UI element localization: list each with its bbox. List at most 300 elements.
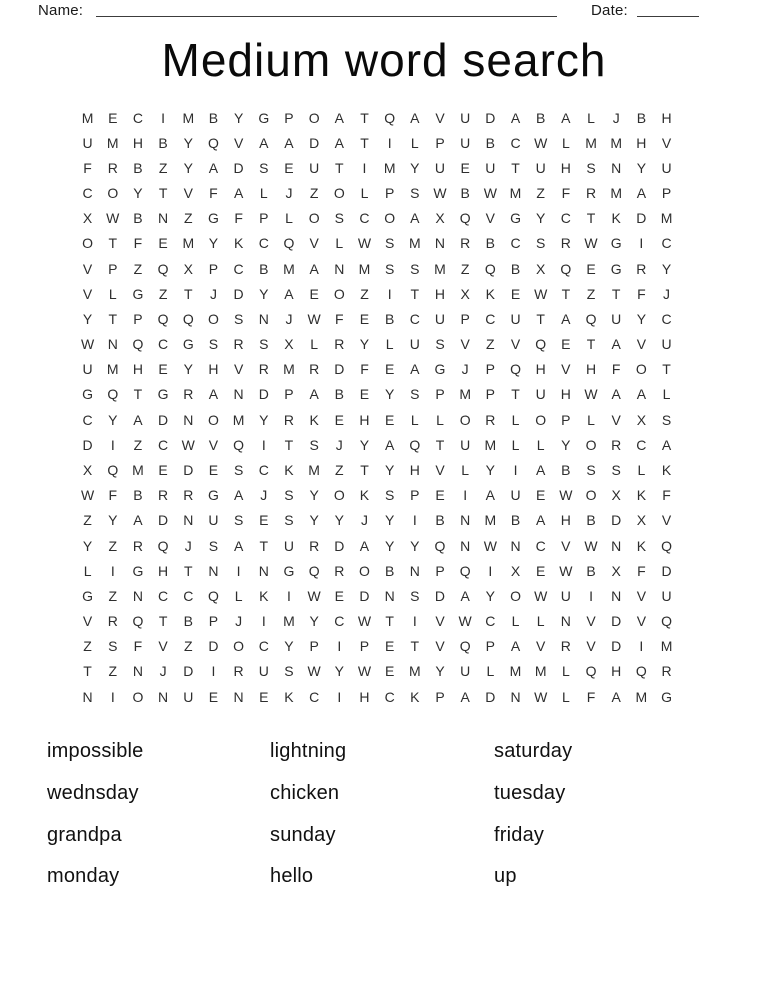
grid-cell: R <box>485 411 496 428</box>
grid-cell: Y <box>384 512 395 529</box>
grid-cell: N <box>510 537 521 554</box>
grid-cell: L <box>511 411 520 428</box>
grid-cell: H <box>585 361 597 378</box>
grid-cell: B <box>561 461 571 478</box>
grid-cell: J <box>184 537 192 554</box>
word-list-item: wednsday <box>47 782 139 805</box>
grid-cell: O <box>308 109 320 126</box>
grid-cell: B <box>435 512 445 529</box>
grid-cell: U <box>409 336 420 353</box>
grid-cell: M <box>434 260 446 277</box>
grid-cell: M <box>459 386 471 403</box>
grid-cell: W <box>584 386 598 403</box>
grid-cell: Z <box>158 285 168 302</box>
grid-cell: S <box>233 310 244 327</box>
grid-cell: N <box>158 210 169 227</box>
grid-cell: M <box>283 613 295 630</box>
grid-row <box>75 155 680 180</box>
grid-cell: T <box>259 537 269 554</box>
grid-cell: Q <box>459 638 471 655</box>
grid-cell: A <box>284 285 294 302</box>
grid-cell: M <box>509 185 522 202</box>
grid-cell: V <box>158 638 168 655</box>
grid-cell: A <box>208 386 219 403</box>
grid-cell: D <box>611 638 622 655</box>
grid-cell: X <box>636 411 647 428</box>
grid-cell: L <box>561 663 570 680</box>
grid-cell: I <box>488 562 493 579</box>
grid-cell: B <box>510 260 521 277</box>
grid-cell: X <box>183 260 193 277</box>
grid-cell: K <box>636 537 647 554</box>
grid-cell: Z <box>335 461 344 478</box>
grid-cell: Z <box>158 159 168 176</box>
grid-cell: E <box>309 285 319 302</box>
grid-cell: W <box>559 562 573 579</box>
grid-cell: N <box>560 613 571 630</box>
grid-cell: I <box>261 436 266 453</box>
grid-cell: Y <box>233 109 244 126</box>
grid-cell: A <box>410 361 420 378</box>
grid-row <box>75 181 680 206</box>
grid-cell: L <box>234 587 243 604</box>
grid-cell: R <box>283 411 295 428</box>
grid-cell: L <box>285 210 293 227</box>
grid-cell: E <box>208 461 219 478</box>
grid-row <box>75 508 680 533</box>
grid-cell: F <box>209 185 218 202</box>
grid-cell: I <box>211 663 216 680</box>
grid-cell: A <box>561 109 571 126</box>
grid-cell: B <box>183 613 193 630</box>
grid-cell: N <box>233 386 244 403</box>
grid-cell: H <box>560 159 571 176</box>
grid-cell: K <box>661 461 672 478</box>
grid-cell: Y <box>108 512 118 529</box>
grid-cell: Q <box>535 336 547 353</box>
grid-cell: N <box>409 562 420 579</box>
grid-cell: Z <box>133 260 143 277</box>
grid-cell: Y <box>133 185 143 202</box>
grid-cell: U <box>460 109 471 126</box>
grid-cell: Q <box>585 663 597 680</box>
grid-cell: Z <box>83 512 92 529</box>
grid-cell: L <box>108 285 117 302</box>
grid-cell: Z <box>108 663 118 680</box>
grid-cell: H <box>611 663 622 680</box>
word-list-item: friday <box>494 823 545 846</box>
grid-cell: C <box>535 537 546 554</box>
grid-cell: Q <box>157 260 169 277</box>
grid-cell: B <box>384 310 395 327</box>
grid-cell: L <box>587 109 595 126</box>
grid-cell: Z <box>536 185 545 202</box>
grid-cell: J <box>360 512 368 529</box>
grid-cell: C <box>560 210 571 227</box>
grid-cell: K <box>259 587 269 604</box>
grid-cell: V <box>586 638 596 655</box>
grid-cell: L <box>410 411 419 428</box>
grid-cell: A <box>384 436 395 453</box>
grid-cell: G <box>661 688 672 705</box>
grid-cell: T <box>360 134 369 151</box>
grid-cell: N <box>434 235 446 252</box>
grid-cell: Y <box>183 134 193 151</box>
grid-cell: Q <box>384 109 396 126</box>
grid-cell: C <box>258 638 269 655</box>
grid-cell: E <box>284 159 294 176</box>
grid-cell: M <box>484 512 497 529</box>
grid-cell: B <box>208 109 219 126</box>
grid-cell: I <box>110 436 115 453</box>
grid-cell: N <box>384 587 395 604</box>
grid-cell: B <box>384 562 395 579</box>
grid-cell: M <box>408 663 421 680</box>
grid-cell: B <box>158 134 168 151</box>
grid-cell: Q <box>308 562 320 579</box>
grid-cell: T <box>662 361 671 378</box>
grid-cell: E <box>435 487 445 504</box>
grid-cell: S <box>410 386 420 403</box>
grid-cell: U <box>510 310 521 327</box>
grid-cell: S <box>586 159 596 176</box>
grid-row <box>75 306 680 331</box>
grid-cell: H <box>359 411 370 428</box>
grid-cell: S <box>384 260 395 277</box>
grid-cell: E <box>158 461 168 478</box>
grid-cell: R <box>233 663 244 680</box>
grid-cell: I <box>337 688 342 705</box>
grid-cell: F <box>662 487 671 504</box>
word-list-item: up <box>494 865 517 888</box>
grid-cell: C <box>233 260 244 277</box>
grid-cell: I <box>110 562 115 579</box>
grid-cell: U <box>661 159 672 176</box>
grid-cell: V <box>611 411 621 428</box>
grid-cell: K <box>309 411 319 428</box>
grid-cell: G <box>82 587 94 604</box>
grid-cell: Y <box>183 159 193 176</box>
grid-cell: U <box>82 361 93 378</box>
grid-cell: I <box>261 613 266 630</box>
grid-cell: S <box>410 260 420 277</box>
grid-cell: D <box>636 210 647 227</box>
grid-cell: I <box>412 613 417 630</box>
grid-cell: V <box>435 613 445 630</box>
grid-cell: D <box>485 109 496 126</box>
grid-cell: Z <box>108 537 118 554</box>
grid-cell: C <box>82 185 93 202</box>
grid-cell: C <box>183 587 194 604</box>
grid-row <box>75 332 680 357</box>
grid-cell: E <box>334 587 344 604</box>
grid-cell: D <box>611 613 622 630</box>
grid-cell: I <box>387 134 392 151</box>
grid-cell: Q <box>283 235 295 252</box>
grid-cell: P <box>284 109 294 126</box>
grid-cell: P <box>384 185 395 202</box>
grid-cell: N <box>258 562 269 579</box>
grid-cell: W <box>307 587 321 604</box>
grid-cell: Y <box>561 436 571 453</box>
grid-cell: L <box>461 461 470 478</box>
grid-cell: A <box>208 159 219 176</box>
grid-cell: S <box>284 487 294 504</box>
grid-cell: S <box>233 461 244 478</box>
grid-cell: T <box>360 461 369 478</box>
grid-cell: W <box>559 487 573 504</box>
grid-cell: L <box>561 688 570 705</box>
word-list-item: sunday <box>270 823 336 846</box>
grid-cell: N <box>183 512 194 529</box>
grid-cell: M <box>610 185 623 202</box>
grid-cell: S <box>586 461 596 478</box>
word-search-grid <box>75 105 680 710</box>
grid-cell: C <box>409 310 420 327</box>
grid-cell: A <box>334 109 344 126</box>
grid-cell: O <box>384 210 396 227</box>
grid-cell: K <box>636 487 647 504</box>
grid-cell: T <box>183 285 193 302</box>
grid-cell: N <box>460 512 471 529</box>
grid-cell: T <box>435 436 445 453</box>
grid-cell: Q <box>434 537 446 554</box>
grid-cell: T <box>511 159 520 176</box>
grid-cell: S <box>108 638 118 655</box>
grid-cell: V <box>661 134 672 151</box>
grid-cell: O <box>208 411 219 428</box>
grid-cell: R <box>107 613 118 630</box>
grid-cell: Q <box>107 461 119 478</box>
grid-cell: V <box>82 285 93 302</box>
grid-cell: P <box>435 386 445 403</box>
grid-cell: J <box>335 436 343 453</box>
grid-cell: H <box>661 109 672 126</box>
grid-cell: Q <box>459 210 471 227</box>
grid-row <box>75 684 680 709</box>
grid-cell: Q <box>484 260 496 277</box>
grid-cell: M <box>509 663 522 680</box>
grid-cell: C <box>636 436 647 453</box>
grid-cell: J <box>612 109 620 126</box>
grid-cell: L <box>83 562 92 579</box>
grid-cell: B <box>586 512 596 529</box>
grid-cell: L <box>410 134 419 151</box>
grid-cell: Q <box>585 310 597 327</box>
grid-cell: N <box>107 336 118 353</box>
grid-row <box>75 105 680 130</box>
grid-cell: O <box>333 185 345 202</box>
grid-cell: Q <box>107 386 119 403</box>
grid-cell: N <box>158 688 169 705</box>
grid-cell: R <box>334 562 345 579</box>
grid-cell: B <box>485 235 495 252</box>
grid-cell: M <box>283 260 295 277</box>
grid-cell: E <box>108 109 118 126</box>
grid-cell: I <box>337 638 342 655</box>
grid-cell: U <box>434 159 446 176</box>
grid-cell: S <box>309 436 319 453</box>
grid-cell: Q <box>409 436 421 453</box>
grid-cell: N <box>258 310 269 327</box>
grid-cell: N <box>611 537 622 554</box>
grid-row <box>75 583 680 608</box>
grid-cell: W <box>534 587 548 604</box>
grid-cell: I <box>161 109 166 126</box>
grid-cell: H <box>132 134 143 151</box>
grid-row <box>75 483 680 508</box>
grid-row <box>75 130 680 155</box>
grid-cell: E <box>384 411 395 428</box>
grid-cell: Y <box>536 210 546 227</box>
grid-cell: G <box>510 210 521 227</box>
grid-cell: L <box>662 386 671 403</box>
grid-cell: O <box>308 210 320 227</box>
grid-cell: D <box>309 134 320 151</box>
grid-cell: S <box>536 235 546 252</box>
grid-cell: M <box>232 411 245 428</box>
grid-cell: T <box>410 285 420 302</box>
grid-cell: Y <box>82 310 93 327</box>
grid-cell: N <box>82 688 93 705</box>
word-list-item: impossible <box>47 740 144 763</box>
grid-row <box>75 533 680 558</box>
grid-row <box>75 382 680 407</box>
grid-cell: L <box>335 235 344 252</box>
grid-cell: Q <box>157 537 169 554</box>
grid-cell: V <box>208 436 219 453</box>
grid-cell: O <box>510 587 521 604</box>
grid-cell: G <box>434 361 446 378</box>
grid-cell: P <box>435 688 445 705</box>
grid-cell: A <box>233 537 244 554</box>
grid-cell: W <box>534 285 548 302</box>
grid-cell: L <box>385 336 394 353</box>
grid-cell: M <box>660 638 673 655</box>
grid-cell: N <box>334 260 345 277</box>
grid-cell: Y <box>384 386 395 403</box>
grid-cell: A <box>510 109 521 126</box>
grid-cell: P <box>284 386 294 403</box>
grid-cell: F <box>335 310 344 327</box>
grid-cell: D <box>158 411 169 428</box>
grid-cell: F <box>133 638 143 655</box>
grid-cell: P <box>485 361 495 378</box>
grid-cell: R <box>107 159 118 176</box>
page-title: Medium word search <box>161 34 607 86</box>
grid-cell: H <box>636 134 647 151</box>
grid-cell: H <box>434 285 446 302</box>
grid-cell: U <box>535 159 546 176</box>
grid-cell: U <box>208 512 219 529</box>
grid-cell: U <box>535 386 546 403</box>
grid-cell: P <box>435 562 445 579</box>
grid-cell: J <box>285 185 293 202</box>
grid-cell: N <box>611 587 622 604</box>
grid-cell: Y <box>485 461 495 478</box>
grid-cell: B <box>259 260 269 277</box>
grid-cell: T <box>586 210 596 227</box>
grid-cell: Y <box>410 159 420 176</box>
grid-cell: T <box>611 285 621 302</box>
grid-cell: U <box>460 134 471 151</box>
grid-cell: W <box>357 235 372 252</box>
grid-cell: S <box>208 336 219 353</box>
grid-cell: A <box>510 638 521 655</box>
grid-cell: M <box>358 260 371 277</box>
grid-cell: S <box>259 336 269 353</box>
grid-cell: X <box>536 260 546 277</box>
grid-cell: M <box>660 210 673 227</box>
grid-cell: I <box>589 587 593 604</box>
grid-cell: F <box>586 688 596 705</box>
grid-cell: Z <box>183 210 193 227</box>
grid-cell: P <box>435 134 445 151</box>
grid-cell: U <box>661 336 672 353</box>
grid-cell: Z <box>360 285 369 302</box>
grid-cell: I <box>387 285 392 302</box>
grid-cell: X <box>611 487 621 504</box>
grid-cell: C <box>258 461 269 478</box>
grid-cell: E <box>384 663 395 680</box>
grid-cell: P <box>108 260 118 277</box>
date-fill-line <box>637 0 699 17</box>
name-label: Name: <box>38 2 84 19</box>
grid-cell: R <box>183 487 194 504</box>
grid-cell: D <box>158 512 169 529</box>
grid-cell: D <box>258 386 269 403</box>
grid-cell: M <box>610 134 623 151</box>
grid-cell: F <box>108 487 118 504</box>
grid-cell: A <box>133 411 143 428</box>
grid-row <box>75 634 680 659</box>
grid-cell: H <box>409 461 420 478</box>
grid-cell: U <box>460 436 471 453</box>
grid-cell: D <box>183 461 194 478</box>
grid-cell: B <box>636 109 647 126</box>
grid-cell: X <box>82 461 93 478</box>
grid-cell: G <box>208 210 219 227</box>
grid-cell: T <box>385 613 394 630</box>
grid-cell: U <box>434 310 446 327</box>
grid-cell: G <box>82 386 94 403</box>
grid-cell: I <box>639 638 644 655</box>
grid-cell: G <box>258 109 270 126</box>
grid-cell: L <box>536 613 545 630</box>
grid-cell: T <box>133 386 143 403</box>
grid-cell: U <box>309 159 320 176</box>
grid-cell: Y <box>384 537 395 554</box>
grid-cell: T <box>83 663 92 680</box>
grid-cell: V <box>586 613 596 630</box>
grid-cell: T <box>586 336 596 353</box>
grid-cell: A <box>460 688 470 705</box>
grid-cell: A <box>611 336 621 353</box>
grid-cell: R <box>309 361 320 378</box>
grid-cell: B <box>536 109 546 126</box>
grid-cell: V <box>561 537 571 554</box>
grid-cell: T <box>410 638 420 655</box>
grid-cell: A <box>410 109 420 126</box>
grid-cell: G <box>208 487 219 504</box>
grid-cell: R <box>585 185 597 202</box>
grid-cell: W <box>307 663 321 680</box>
grid-cell: Y <box>359 336 370 353</box>
grid-cell: Y <box>259 411 269 428</box>
grid-cell: V <box>636 587 647 604</box>
grid-cell: W <box>534 688 548 705</box>
grid-cell: F <box>637 285 646 302</box>
